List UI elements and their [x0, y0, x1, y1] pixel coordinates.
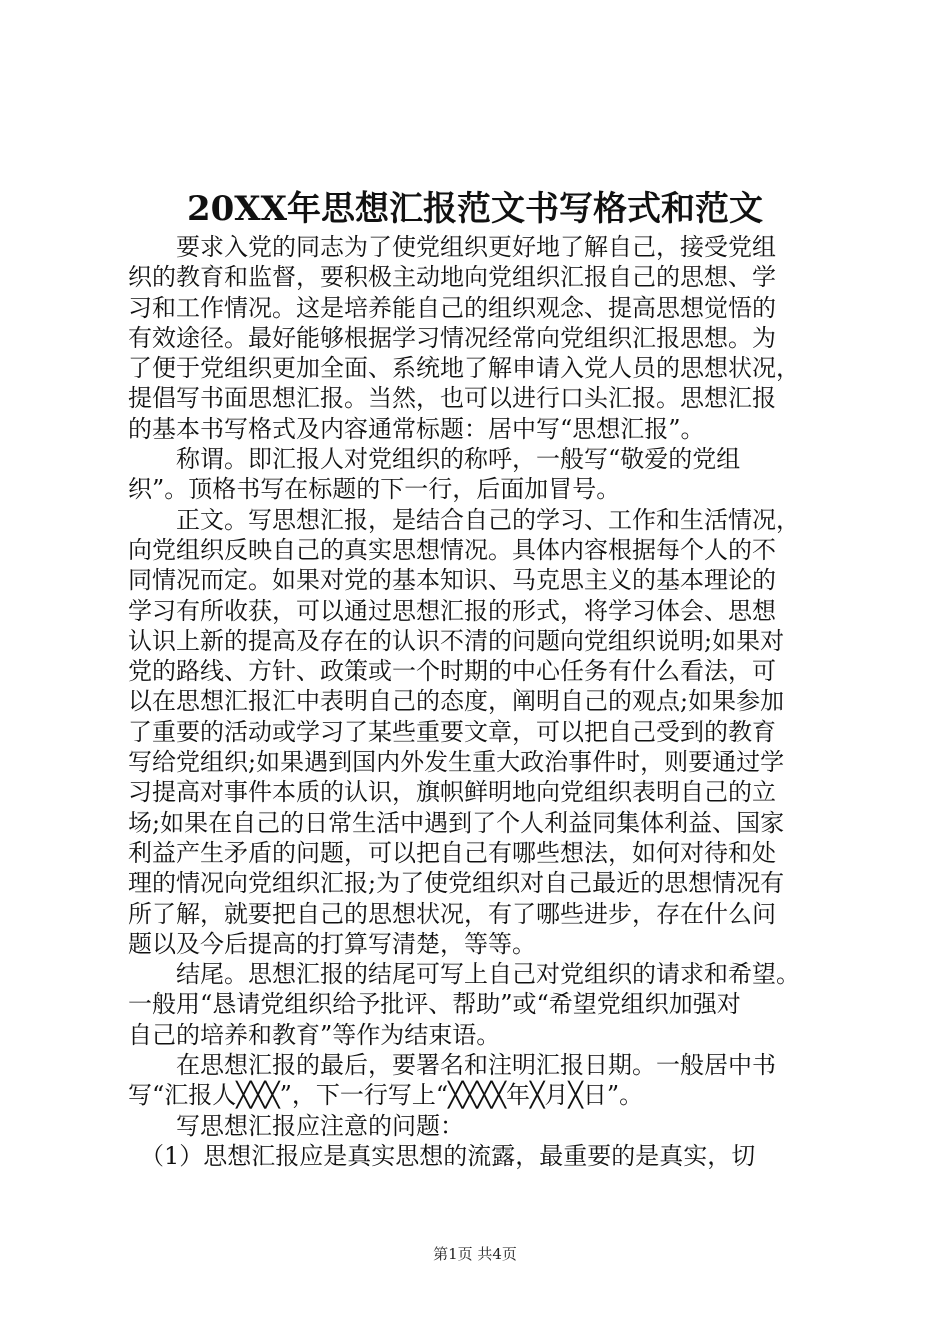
body-line: 习提高对事件本质的认识，旗帜鲜明地向党组织表明自己的立 [128, 778, 776, 807]
body-line: 结尾。思想汇报的结尾可写上自己对党组织的请求和希望。 [128, 960, 800, 989]
body-line: 所了解，就要把自己的思想状况，有了哪些进步，存在什么问 [128, 899, 776, 928]
page-footer: 第1页 共4页 [433, 1245, 517, 1263]
body-line: 提倡写书面思想汇报。当然，也可以进行口头汇报。思想汇报 [128, 384, 776, 413]
body-line: 正文。写思想汇报，是结合自己的学习、工作和生活情况， [128, 505, 800, 534]
body-line: 认识上新的提高及存在的认识不清的问题向党组织说明;如果对 [128, 626, 785, 655]
body-line: 向党组织反映自己的真实思想情况。具体内容根据每个人的不 [128, 535, 776, 564]
body-line: 场;如果在自己的日常生活中遇到了个人利益同集体利益、国家 [128, 808, 785, 837]
body-line: 利益产生矛盾的问题，可以把自己有哪些想法，如何对待和处 [128, 838, 776, 867]
body-line: 写“汇报人╳╳╳”，下一行写上“╳╳╳╳年╳月╳日”。 [128, 1081, 644, 1110]
body-line: 了重要的活动或学习了某些重要文章，可以把自己受到的教育 [128, 717, 776, 746]
body-line: 的基本书写格式及内容通常标题：居中写“思想汇报”。 [128, 414, 705, 443]
body-line: 题以及今后提高的打算写清楚，等等。 [128, 929, 536, 958]
body-line: 在思想汇报的最后，要署名和注明汇报日期。一般居中书 [128, 1051, 776, 1080]
body-line: 有效途径。最好能够根据学习情况经常向党组织汇报思想。为 [128, 323, 776, 352]
body-line: 一般用“恳请党组织给予批评、帮助”或“希望党组织加强对 [128, 990, 741, 1019]
body-line: 同情况而定。如果对党的基本知识、马克思主义的基本理论的 [128, 566, 776, 595]
body-line: 以在思想汇报汇中表明自己的态度，阐明自己的观点;如果参加 [128, 687, 785, 716]
body-line: 了便于党组织更加全面、系统地了解申请入党人员的思想状况， [128, 354, 800, 383]
body-line: 党的路线、方针、政策或一个时期的中心任务有什么看法，可 [128, 657, 776, 686]
body-line: 写给党组织;如果遇到国内外发生重大政治事件时，则要通过学 [128, 748, 785, 777]
document-body [128, 232, 828, 1171]
body-line: 写思想汇报应注意的问题： [128, 1111, 464, 1140]
body-line: 学习有所收获，可以通过思想汇报的形式，将学习体会、思想 [128, 596, 776, 625]
body-line: 织的教育和监督，要积极主动地向党组织汇报自己的思想、学 [128, 263, 776, 292]
body-line: （1）思想汇报应是真实思想的流露，最重要的是真实，切 [128, 1141, 756, 1170]
body-line: 织”。顶格书写在标题的下一行，后面加冒号。 [128, 475, 621, 504]
body-line: 习和工作情况。这是培养能自己的组织观念、提高思想觉悟的 [128, 293, 776, 322]
body-line: 自己的培养和教育”等作为结束语。 [128, 1020, 501, 1049]
body-line: 理的情况向党组织汇报;为了使党组织对自己最近的思想情况有 [128, 869, 785, 898]
document-title: 20XX年思想汇报范文书写格式和范文 [186, 189, 764, 229]
body-line: 要求入党的同志为了使党组织更好地了解自己，接受党组 [128, 233, 776, 261]
body-line: 称谓。即汇报人对党组织的称呼，一般写“敬爱的党组 [128, 445, 741, 474]
